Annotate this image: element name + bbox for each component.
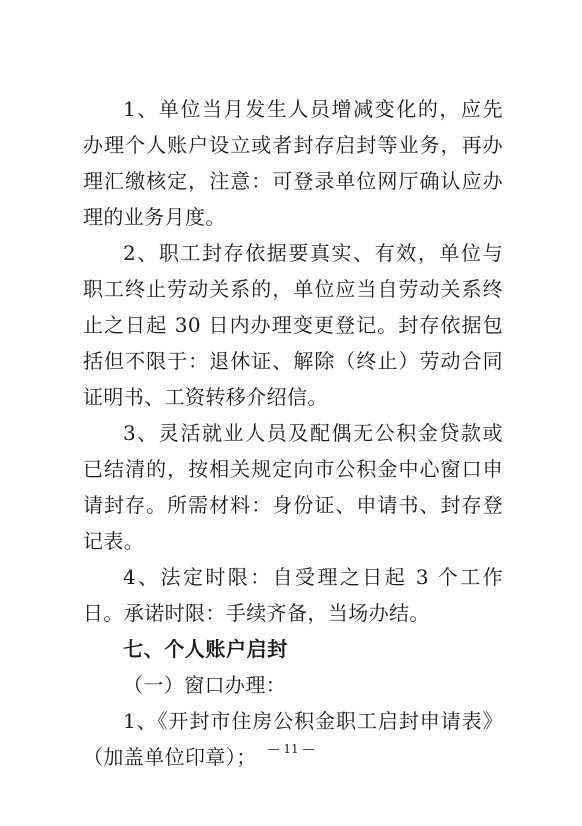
paragraph-1: 1、单位当月发生人员增减变化的，应先办理个人账户设立或者封存启封等业务，再办理汇缴核定，注意：可登录单位网厅确认应办理的业务月度。 (83, 97, 503, 229)
paragraph-3: 3、灵活就业人员及配偶无公积金贷款或已结清的，按相关规定向市公积金中心窗口申请封存。所需材料：身份证、申请书、封存登记表。 (83, 421, 503, 553)
subsection-heading: （一）窗口办理： (123, 673, 287, 697)
section-heading: 七、个人账户启封 (123, 637, 288, 661)
page-number: — 11 — (267, 742, 315, 756)
paragraph-4: 4、法定时限：自受理之日起 3 个工作日。承诺时限：手续齐备，当场办结。 (83, 565, 503, 625)
list-item-1: 1、《开封市住房公积金职工启封申请表》（加盖单位印章）； (83, 709, 503, 769)
document-body (83, 91, 503, 775)
paragraph-2: 2、职工封存依据要真实、有效，单位与职工终止劳动关系的，单位应当自劳动关系终止之日起 30 日内办理变更登记。封存依据包括但不限于：退休证、解除（终止）劳动合同证明书、工资转移介绍信。 (83, 241, 503, 409)
